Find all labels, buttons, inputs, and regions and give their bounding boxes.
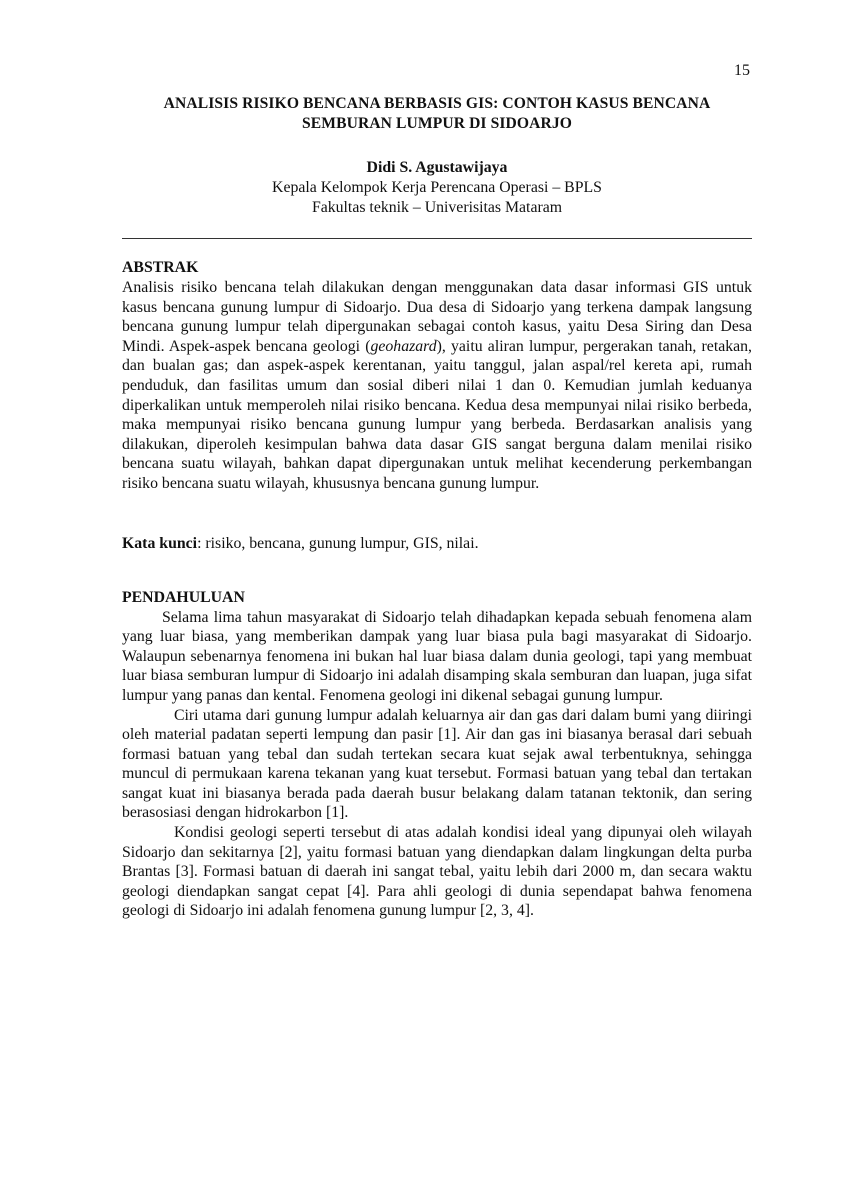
- keywords: [122, 534, 752, 554]
- paper-page: [122, 58, 752, 921]
- title-line-1: ANALISIS RISIKO BENCANA BERBASIS GIS: CONTOH KASUS BENCANA: [163, 95, 711, 112]
- abstract-heading: ABSTRAK: [122, 259, 199, 276]
- keywords-label: Kata kunci: [122, 534, 198, 552]
- author-name: Didi S. Agustawijaya: [366, 159, 508, 176]
- abstract-italic-term: geohazard: [370, 337, 437, 355]
- author-affiliation-1: Kepala Kelompok Kerja Perencana Operasi – BPLS: [272, 179, 602, 196]
- intro-paragraph-3: Kondisi geologi seperti tersebut di atas adalah kondisi ideal yang dipunyai oleh wilayah Sidoarjo dan sekitarnya [2], yaitu formasi batuan yang diendapkan dalam lingkungan delta purba Brantas [3]. Formasi batuan di daerah ini sangat tebal, yaitu lebih dari 2000 m, dan secara waktu geologi diendapkan sangat cepat [4]. Para ahli geologi di dunia sependapat bahwa fenomena geologi di Sidoarjo ini adalah fenomena gunung lumpur [2, 3, 4].: [122, 824, 752, 920]
- keywords-text: : risiko, bencana, gunung lumpur, GIS, nilai.: [197, 534, 479, 552]
- title-line-2: SEMBURAN LUMPUR DI SIDOARJO: [302, 115, 572, 132]
- intro-paragraph-1: Selama lima tahun masyarakat di Sidoarjo telah dihadapkan kepada sebuah fenomena alam yang luar biasa, yang memberikan dampak yang luar biasa pula bagi masyarakat di Sidoarjo. Walaupun sebenarnya fenomena ini bukan hal luar biasa dalam dunia geologi, tapi yang membuat luar biasa semburan lumpur di Sidoarjo ini adalah disamping skala semburan dan luapan, juga sifat lumpur yang panas dan kental. Fenomena geologi ini dikenal sebagai gunung lumpur.: [122, 608, 752, 704]
- page-number: 15: [734, 62, 750, 79]
- abstract-text-part-1: Analisis risiko bencana telah dilakukan dengan menggunakan data dasar informasi GIS untuk kasus bencana gunung lumpur di Sidoarjo. Dua desa di Sidoarjo yang terkena dampak langsung bencana gunung lumpur telah dipergunakan sebagai contoh kasus, yaitu Desa Siring dan Desa Mindi. Aspek-aspek bencana geologi (: [122, 279, 752, 355]
- paper-title: [122, 94, 752, 134]
- intro-paragraph-2: Ciri utama dari gunung lumpur adalah keluarnya air dan gas dari dalam bumi yang diiringi oleh material padatan seperti lempung dan pasir [1]. Air dan gas ini biasanya berasal dari sebuah formasi batuan yang tebal dan sudah tertekan secara kuat sejak awal terbentuknya, sehingga muncul di permukaan karena tekanan yang kuat tersebut. Formasi batuan yang tebal dan tertakan sangat kuat ini biasanya berada pada daerah busur belakang dalam tatanan tektonik, dan sering berasosiasi dengan hidrokarbon [1].: [122, 706, 752, 822]
- header-divider: [122, 238, 752, 239]
- abstract-text: [122, 278, 752, 494]
- abstract-text-part-2: ), yaitu aliran lumpur, pergerakan tanah, retakan, dan bualan gas; dan aspek-aspek kerentanan, yaitu tanggul, jalan aspal/rel kereta api, rumah penduduk, dan fasilitas umum dan sosial diberi nilai 1 dan 0. Kemudian jumlah keduanya diperkalikan untuk memperoleh nilai risiko bencana. Kedua desa mempunyai nilai risiko berbeda, maka mempunyai risiko bencana gunung lumpur yang berbeda. Berdasarkan analisis yang dilakukan, diperoleh kesimpulan bahwa data dasar GIS sangat berguna dalam menilai risiko bencana suatu wilayah, bahkan dapat dipergunakan untuk melihat kecenderung perkembangan risiko bencana suatu wilayah, khususnya bencana gunung lumpur.: [122, 337, 752, 492]
- author-affiliation-2: Fakultas teknik – Univerisitas Mataram: [311, 199, 563, 216]
- introduction-heading: PENDAHULUAN: [122, 588, 245, 606]
